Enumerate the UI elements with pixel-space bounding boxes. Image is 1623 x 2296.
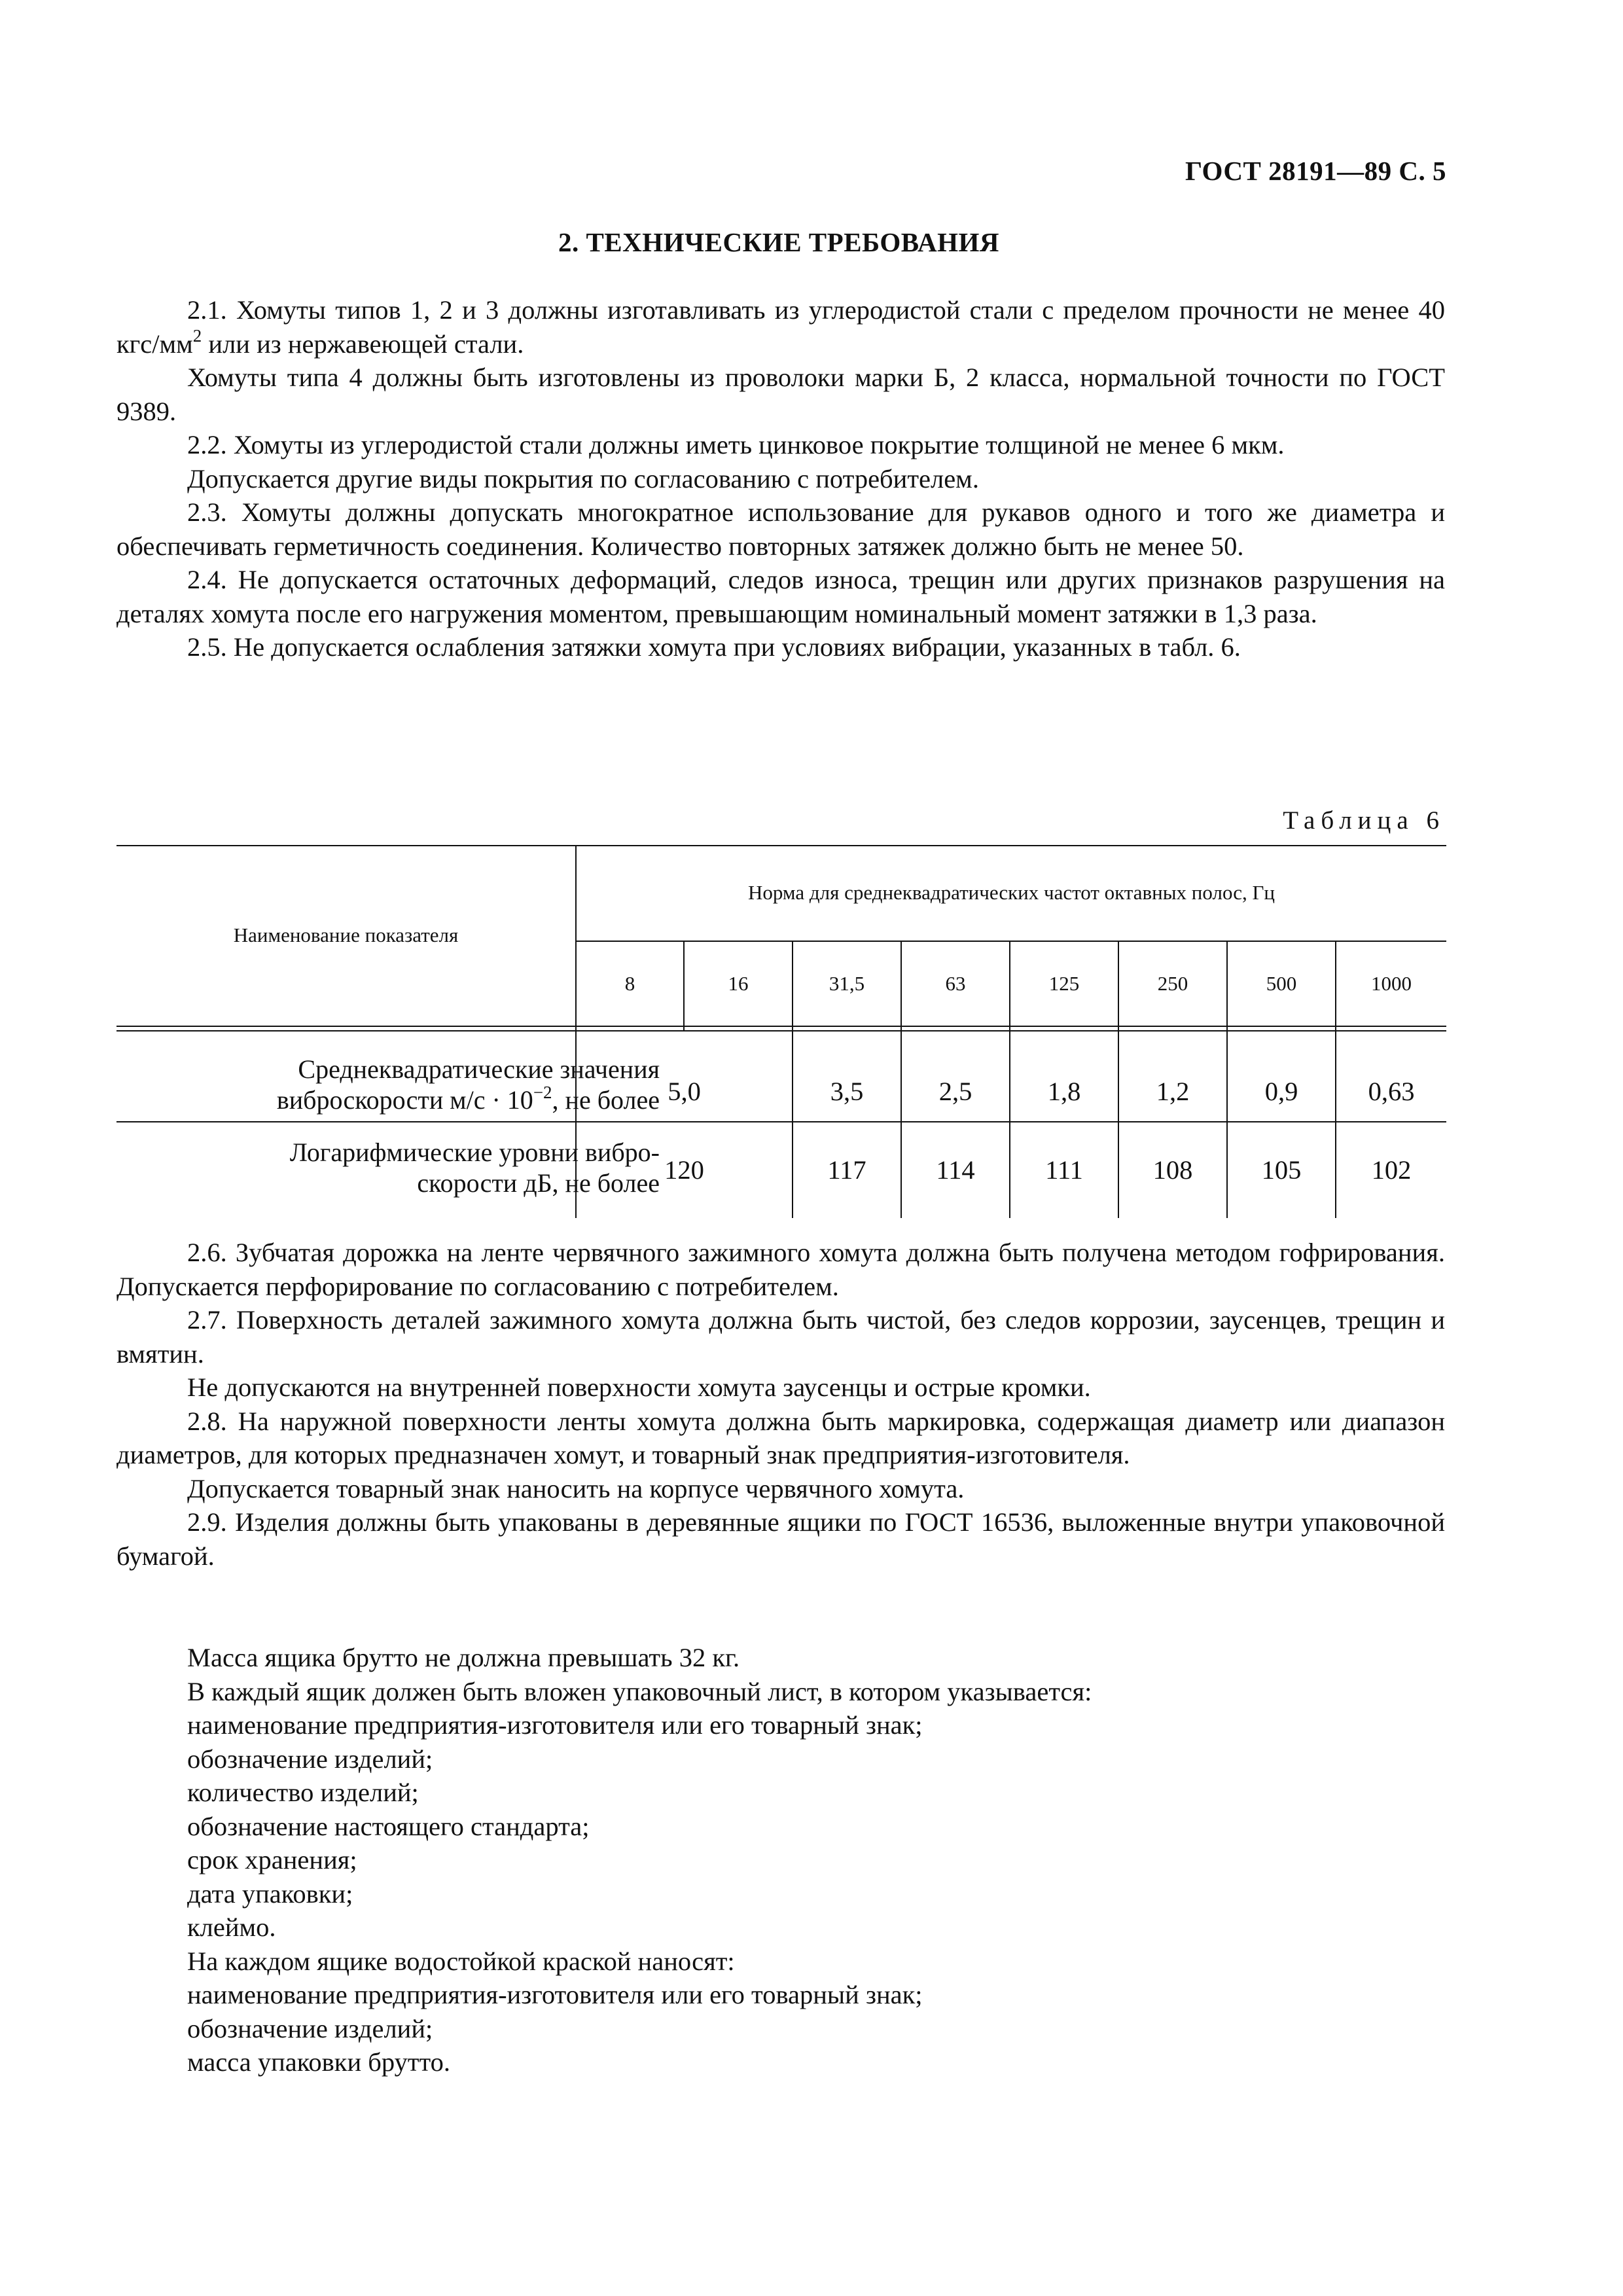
- frequency-header-cell: 16: [728, 972, 749, 995]
- paragraph: обозначение изделий;: [187, 1744, 433, 1774]
- paragraphs-2-6-to-2-9: [116, 1236, 1445, 1573]
- frequency-header-cell: 31,5: [829, 972, 865, 995]
- paragraph: Не допускаются на внутренней поверхности хомута заусенцы и острые кромки.: [187, 1372, 1091, 1402]
- paragraphs-2-1-to-2-5: [116, 293, 1445, 664]
- row-label: Логарифмические уровни вибро- скорости дБ, не более: [289, 1138, 660, 1198]
- paragraph: обозначение изделий;: [187, 2013, 433, 2043]
- running-header: ГОСТ 28191—89 С. 5: [1185, 156, 1446, 186]
- header-norm: Норма для среднеквадратических частот октавных полос, Гц: [748, 881, 1275, 904]
- paragraph: Хомуты типа 4 должны быть изготовлены из проволоки марки Б, 2 класса, нормальной точности по ГОСТ 9389.: [116, 363, 1445, 426]
- frequency-header-cell: 500: [1266, 972, 1297, 995]
- packing-list-items: [116, 1641, 1445, 2079]
- table-rule-header-bottom-1: [116, 1026, 1446, 1027]
- paragraph: 2.4. Не допускается остаточных деформаций, следов износа, трещин или других признаков разрушения на деталях хомута после его нагружения моментом, превышающим номинальный момент затяжки в 1,3 раза.: [116, 565, 1445, 628]
- paragraph: количество изделий;: [187, 1778, 419, 1807]
- paragraph: наименование предприятия-изготовителя или его товарный знак;: [187, 1980, 923, 2009]
- paragraph: Допускается другие виды покрытия по согласованию с потребителем.: [187, 463, 979, 493]
- paragraph: 2.3. Хомуты должны допускать многократное использование для рукавов одного и того же диаметра и обеспечивать герметичность соединения. Количество повторных затяжек должно быть не менее 50.: [116, 497, 1445, 561]
- table-cell: 105: [1261, 1155, 1302, 1185]
- paragraph: срок хранения;: [187, 1845, 357, 1874]
- paragraph: клеймо.: [187, 1912, 276, 1942]
- paragraph: 2.7. Поверхность деталей зажимного хомута должна быть чистой, без следов коррозии, заусенцев, трещин и вмятин.: [116, 1305, 1445, 1369]
- table-cell: 1,8: [1047, 1076, 1081, 1106]
- paragraph: наименование предприятия-изготовителя или его товарный знак;: [187, 1710, 923, 1740]
- header-indicator-name: Наименование показателя: [233, 924, 459, 946]
- paragraph: Допускается товарный знак наносить на корпусе червячного хомута.: [187, 1473, 965, 1503]
- table-caption: Таблица 6: [1283, 806, 1445, 834]
- paragraph: дата упаковки;: [187, 1878, 353, 1909]
- table-cell-merged: 120: [664, 1155, 704, 1185]
- frequency-header-cell: 63: [945, 972, 966, 995]
- table-cell: 0,63: [1368, 1076, 1415, 1106]
- paragraph: 2.2. Хомуты из углеродистой стали должны иметь цинковое покрытие толщиной не менее 6 мкм.: [187, 430, 1285, 459]
- table-cell-merged: 5,0: [668, 1076, 701, 1106]
- vibration-table: [116, 845, 1446, 1218]
- paragraph: 2.5. Не допускается ослабления затяжки хомута при условиях вибрации, указанных в табл. 6.: [187, 632, 1241, 662]
- table-cell: 108: [1152, 1155, 1193, 1185]
- table-cell: 1,2: [1156, 1076, 1190, 1106]
- paragraph: В каждый ящик должен быть вложен упаковочный лист, в котором указывается:: [187, 1676, 1092, 1706]
- paragraph: 2.1. Хомуты типов 1, 2 и 3 должны изготавливать из углеродистой стали с пределом прочности не менее 40 кгс/$мм^2$ или из нержавеющей стали.: [116, 295, 1445, 359]
- frequency-header-cell: 250: [1157, 972, 1188, 995]
- paragraph: 2.9. Изделия должны быть упакованы в деревянные ящики по ГОСТ 16536, выложенные внутри упаковочной бумагой.: [116, 1507, 1445, 1571]
- paragraph: 2.8. На наружной поверхности ленты хомута должна быть маркировка, содержащая диаметр или диапазон диаметров, для которых предназначен хомут, и товарный знак предприятия-изготовителя.: [116, 1406, 1445, 1469]
- paragraph: обозначение настоящего стандарта;: [187, 1811, 590, 1841]
- paragraph: Масса ящика брутто не должна превышать 32 кг.: [187, 1643, 740, 1672]
- table-cell: 3,5: [830, 1076, 864, 1106]
- table-cell: 114: [936, 1155, 975, 1185]
- table-cell: 2,5: [938, 1076, 972, 1106]
- row-label: Среднеквадратические значения виброскорости $м/с \cdot 10^{-2}$, не более: [276, 1054, 660, 1115]
- frequency-header-cell: 125: [1048, 972, 1080, 995]
- table-cell: 102: [1371, 1155, 1412, 1185]
- paragraph: На каждом ящике водостойкой краской наносят:: [187, 1946, 735, 1976]
- paragraph: 2.6. Зубчатая дорожка на ленте червячного зажимного хомута должна быть получена методом гофрирования. Допускается перфорирование по согласованию с потребителем.: [116, 1238, 1445, 1301]
- table-cell: 117: [827, 1155, 866, 1185]
- section-title: 2. ТЕХНИЧЕСКИЕ ТРЕБОВАНИЯ: [558, 227, 1000, 257]
- frequency-header-cell: 8: [624, 972, 635, 995]
- paragraph: масса упаковки брутто.: [187, 2047, 451, 2077]
- table-cell: 111: [1045, 1155, 1083, 1185]
- table-cell: 0,9: [1264, 1076, 1298, 1106]
- frequency-header-cell: 1000: [1371, 972, 1412, 995]
